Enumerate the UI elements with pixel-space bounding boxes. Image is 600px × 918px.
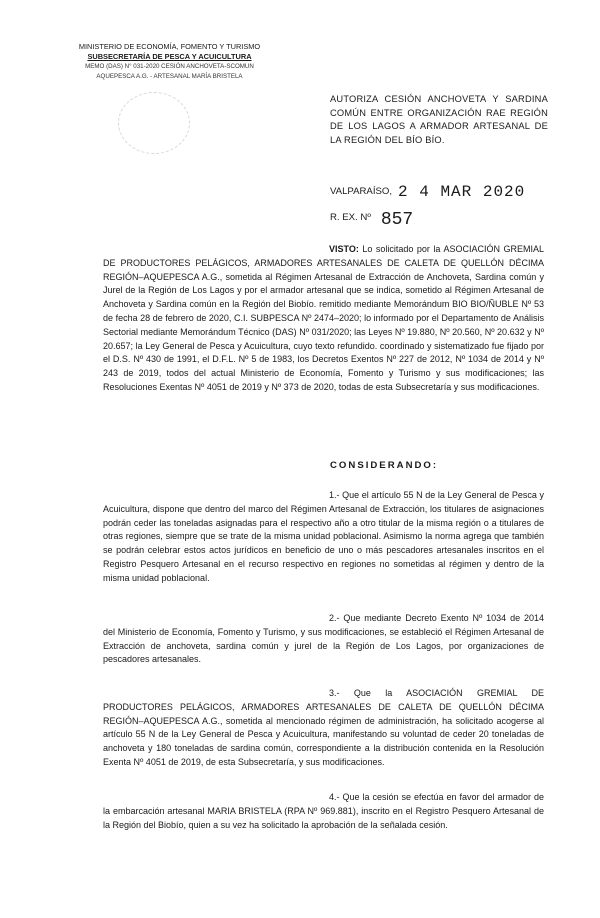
- date-stamp: 2 4 MAR 2020: [398, 183, 526, 201]
- considerando-paragraph: 4.- Que la cesión se efectúa en favor del armador de la embarcación artesanal MARIA BRISTELA (RPA Nº 969.881), inscrito en el Registro Pesquero Artesanal de la Región del Biobío, quien a su vez ha solicitado la aprobación de la señalada cesión.: [103, 792, 544, 830]
- ministry-name: MINISTERIO DE ECONOMÍA, FOMENTO Y TURISMO: [78, 42, 261, 51]
- place-date: [330, 183, 525, 201]
- resolution-number: [330, 210, 413, 230]
- letterhead: [62, 42, 277, 82]
- considerando-paragraph: 2.- Que mediante Decreto Exento Nº 1034 de 2014 del Ministerio de Economía, Fomento y Turismo, y sus modificaciones, se estableció el Régimen Artesanal de Extracción de anchoveta, sardina común y jurel de la Región de Los Lagos, por organizaciones de pescadores artesanales.: [103, 613, 544, 665]
- visto-text: Lo solicitado por la ASOCIACIÓN GREMIAL DE PRODUCTORES PELÁGICOS, ARMADORES ARTESANALES DE CALETA DE QUELLÓN DÉCIMA REGIÓN–AQUEPESCA A.G., sometida al Régimen Artesanal de Extracción de Anchoveta, Sardina común y Jurel de la Región de Los Lagos y por el armador artesanal que se indica, sometido al Régimen Artesanal de Anchoveta y Sardina común en la Región del Biobío. remitido mediante Memorándum BIO BIO/ÑUBLE Nº 53 de fecha 28 de febrero de 2020, C.I. SUBPESCA Nº 2474–2020; lo informado por el Departamento de Análisis Sectorial mediante Memorándum Técnico (DAS) Nº 031/2020; las Leyes Nº 19.880, Nº 20.560, Nº 20.632 y Nº 20.657; la Ley General de Pesca y Acuicultura, cuyo texto refundido. coordinado y sistematizado fue fijado por el D.S. Nº 430 de 1991, el D.F.L. Nº 5 de 1983, los Decretos Exentos Nº 227 de 2012, Nº 1034 de 2014 y Nº 243 de 2019, todos del actual Ministerio de Economía, Fomento y Turismo y sus modificaciones; las Resoluciones Exentas Nº 4051 de 2019 y Nº 373 de 2020, todas de esta Subsecretaría y sus modificaciones.: [103, 244, 544, 392]
- considerando-paragraph: 3.- Que la ASOCIACIÓN GREMIAL DE PRODUCTORES PELÁGICOS, ARMADORES ARTESANALES DE CALETA DE QUELLÓN DÉCIMA REGIÓN–AQUEPESCA A.G., sometida al mencionado régimen de administración, ha solicitado acogerse al artículo 55 N de la Ley General de Pesca y Acuicultura, manifestando su voluntad de ceder 20 toneladas de anchoveta y 180 toneladas de sardina común, correspondiente a la distribución contenida en la Resolución Exenta Nº 4051 de 2019, de esta Subsecretaría, y sus modificaciones.: [103, 688, 544, 767]
- faded-stamp-icon: [118, 92, 190, 154]
- visto-lead: VISTO:: [329, 244, 359, 254]
- considerando-paragraph: 1.- Que el artículo 55 N de la Ley General de Pesca y Acuicultura, dispone que dentro del marco del Régimen Artesanal de Extracción, los titulares de asignaciones podrán ceder las toneladas asignadas para el respectivo año a otro titular de la misma región o a titulares de otras regiones, siempre que se trate de la misma unidad poblacional. Asimismo la norma agrega que también se podrán celebrar estos actos jurídicos en beneficio de uno o más pescadores artesanales inscritos en el Registro Pesquero Artesanal en el recurso respectivo en regiones no sometidas al régimen y dentro de la misma unidad poblacional.: [103, 490, 544, 583]
- place: VALPARAÍSO,: [330, 186, 393, 197]
- visto-paragraph: [103, 243, 544, 395]
- subsecretaria-name: SUBSECRETARÍA DE PESCA Y ACUICULTURA: [87, 52, 252, 61]
- reference-line: MEMO (DAS) N° 031-2020 CESIÓN ANCHOVETA-SCOMUN: [85, 63, 254, 70]
- considerando-heading: CONSIDERANDO:: [330, 460, 439, 471]
- resolution-title: AUTORIZA CESIÓN ANCHOVETA Y SARDINA COMÚN ENTRE ORGANIZACIÓN RAE REGIÓN DE LOS LAGOS A ARMADOR ARTESANAL DE LA REGIÓN DEL BÍO BÍO.: [330, 94, 548, 145]
- reference-line: AQUEPESCA A.G. - ARTESANAL MARÍA BRISTELA: [96, 73, 243, 80]
- rex-label: R. EX. Nº: [330, 212, 371, 223]
- rex-number: 857: [380, 210, 414, 230]
